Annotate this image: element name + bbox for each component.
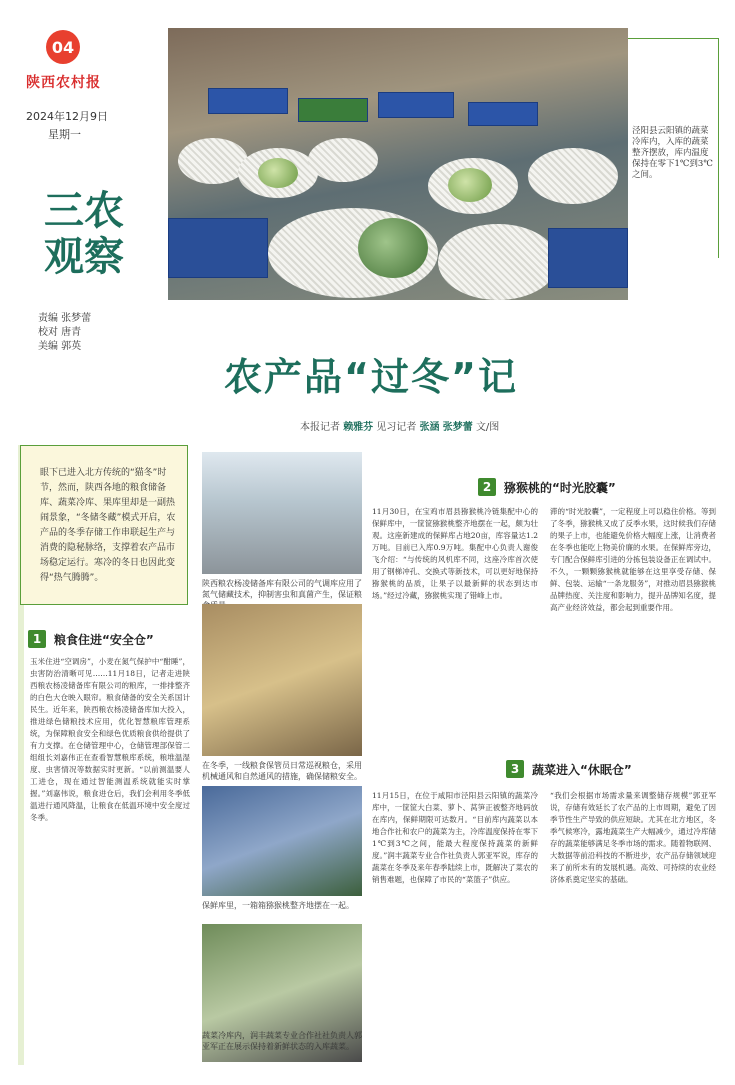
section-1-heading: [28, 630, 154, 648]
photo-kiwi-storage: [202, 786, 362, 896]
section-2-number: 2: [478, 478, 496, 496]
section-2-text-continued: 滞的“时光胶囊”，一定程度上可以稳住价格。等到了冬季，猕猴桃又成了反季水果，这时候我们存储的果子上市，也能避免价格大幅度上涨，让消费者在冬季也能吃上物美价廉的水果。在保鲜库旁边，专门配合保鲜库引进的分拣包装设备正在调试中。不久，一颗颗猕猴桃就能够在这里享受存储、保鲜、包装、运输“一条龙服务”，对推动眉县猕猴桃品牌热度、关注度和影响力，提升品牌知名度，提高产业经济效益，都会起到重要作用。: [550, 507, 716, 612]
photo-grain-inspection: [202, 604, 362, 756]
frame-line-right: [718, 38, 719, 258]
section-3-title: 蔬菜进入“休眠仓”: [532, 762, 632, 777]
caption-kiwi-storage: 保鲜库里，一箱箱猕猴桃整齐地摆在一起。: [202, 901, 354, 910]
section-1-number: 1: [28, 630, 46, 648]
section-3-heading: [506, 760, 632, 778]
section-2-text: 11月30日，在宝鸡市眉县猕猴桃冷链集配中心的保鲜库中，一筐筐猕猴桃整齐地摆在一起，颇为壮观。这座新建成的保鲜库占地20亩，库容量达1.2万吨。目前已入库0.9万吨。集配中心负责人谢俊飞介绍：“与传统的风机库不同，这座冷库首次使用了钢梯冲孔、交换式等新技术，可以更好地保持猕猴桃的品质，让果子以最新鲜的状态到达市场。”经过冷藏，猕猴桃实现了错峰上市。: [372, 507, 538, 600]
credit-designer: 美编 郭英: [38, 341, 82, 352]
section-3-text-continued: “我们会根据市场需求量来调整储存规模”郭亚军说，存储有效延长了农产品的上市周期，避免了因季节性生产导致的供应短缺。尤其在北方地区，冬季气候寒冷，露地蔬菜生产大幅减少，通过冷库储存的蔬菜能够满足冬季市场的需求。随着物联网、大数据等前沿科技的不断进步，农产品存储领域迎来了前所未有的发展机遇。高效、可持续的农业经济体系奠定坚实的基础。: [550, 791, 716, 884]
section-2-title: 猕猴桃的“时光胶囊”: [504, 480, 616, 495]
credit-editor: 责编 张梦蕾: [38, 313, 92, 324]
main-photo-caption: 泾阳县云阳镇的蔬菜冷库内，入库的蔬菜整齐摆放，库内温度保持在零下1℃到3℃之间。: [632, 126, 713, 180]
issue-date: 2024年12月9日: [26, 110, 108, 123]
credit-proofreader: 校对 唐青: [38, 327, 82, 338]
byline-intern-1: 张涵: [419, 422, 440, 433]
article-byline: [300, 418, 499, 433]
byline-intern-2: 张梦蕾: [442, 422, 473, 433]
section-1-text: 玉米住进“空调房”，小麦在氮气保护中“酣睡”，虫害防治清晰可见……11月18日，记者走进陕西粮农杨凌储备库有限公司的粮库，一排排整齐的白色大仓映入眼帘。粮食储备的安全关系国计民生。近年来，陕西粮农杨凌储备库加大投入，推进绿色储粮技术应用，优化智慧粮库管理系统，为保障粮食安全和绿色优质粮食供给提供了有力支撑。在仓储管理中心，仓储管理部保管二组组长刘嘉伟正在查看智慧粮库系统，粮堆温湿度、虫害情况等数据实时更新。“以前测温要人工进仓，现在通过智能测温系统就能实时掌握。”刘嘉伟说，粮食进仓后，我们会利用冬季低温进行通风降温，让粮食在低温环境中安全度过冬季。: [30, 657, 190, 822]
issue-weekday: 星期一: [48, 128, 81, 141]
photo-grain-silos: [202, 452, 362, 574]
section-1-title: 粮食住进“安全仓”: [54, 632, 154, 647]
caption-grain-silos: 陕西粮农杨凌储备库有限公司的气调库应用了氮气储藏技术，抑制害虫和真菌产生，保证粮: [202, 579, 362, 599]
byline-intern-label: 见习记者: [376, 422, 417, 433]
section-3-number: 3: [506, 760, 524, 778]
caption-vegetable-storage: 蔬菜冷库内，润丰蔬菜专业合作社社负责人郭亚军正在展示保持着新鲜状态的入库蔬菜。: [202, 1031, 362, 1051]
byline-prefix: 本报记者: [300, 422, 340, 433]
column-title-line2: 观察: [44, 233, 124, 280]
main-photo: [168, 28, 628, 300]
byline-reporter: 赖雅芬: [343, 422, 374, 433]
lead-text: 眼下已进入北方传统的“猫冬”时节，然而，陕西各地的粮食储备库、蔬菜冷库、果库里却是一副热闹景象，“冬储冬藏”模式开启，农产品的冬季存储工作串联起生产与消费的隐秘脉络，支撑着农产品市场稳定运行。寒冷的冬日也因此变得“热气腾腾”。: [40, 468, 176, 583]
caption-grain-inspection: 在冬季，一线粮食保管员日常巡视粮仓，采用机械通风和自然通风的措施，确保储粮安全。: [202, 761, 362, 781]
column-title: [34, 188, 134, 280]
page-number: 04: [46, 30, 80, 64]
article-headline: 农产品“过冬”记: [224, 355, 518, 399]
section-2-heading: [478, 478, 616, 496]
section-3-text: 11月15日，在位于咸阳市泾阳县云阳镇的蔬菜冷库中，一筐筐大白菜、萝卜、莴笋正被整齐地码放在库内，保鲜期限可达数月。“目前库内蔬菜以本地合作社和农户的蔬菜为主，冷库温度保持在零下1℃到3℃之间，能最大程度保持蔬菜的新鲜度。”润丰蔬菜专业合作社负责人郭亚军说，库存的蔬菜在冬季及来年春季陆续上市，既解决了菜农的销售难题，也保障了市民的“菜篮子”供应。: [372, 791, 538, 884]
publication-logo: 陕西农村报: [26, 75, 101, 91]
column-title-line1: 三农: [44, 187, 124, 234]
credits: [38, 312, 91, 354]
byline-suffix: 文/图: [475, 422, 500, 433]
